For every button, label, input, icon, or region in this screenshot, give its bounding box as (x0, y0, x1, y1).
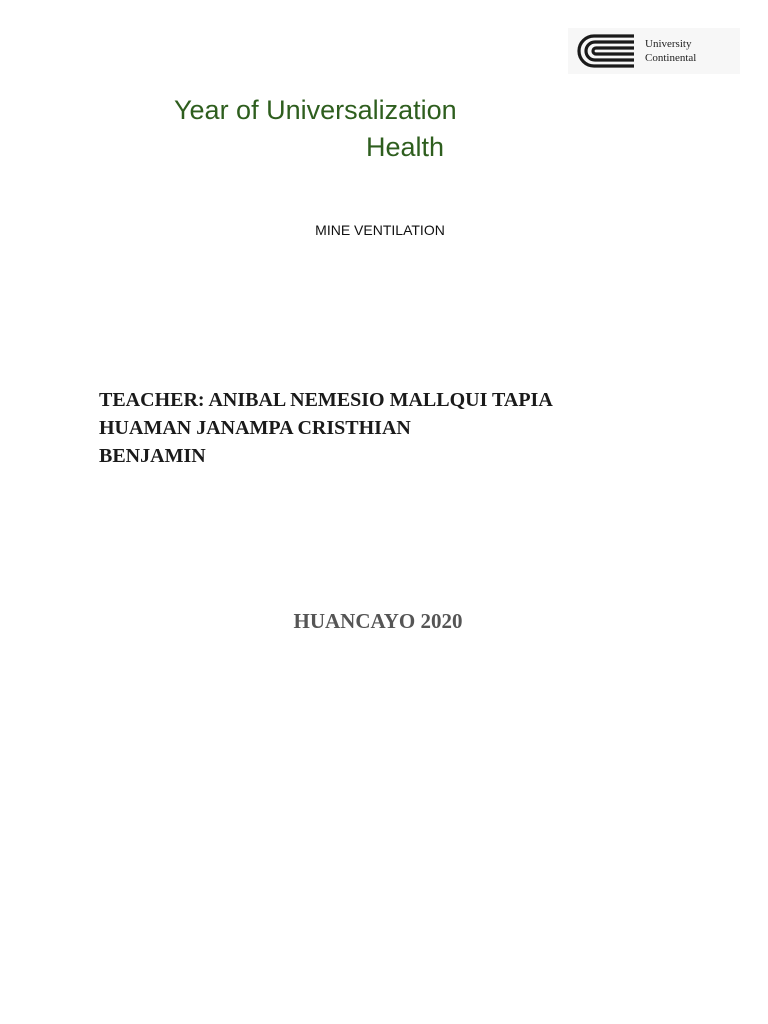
place-year: HUANCAYO 2020 (293, 609, 463, 633)
university-logo (568, 28, 740, 74)
student-line-2: BENJAMIN (99, 445, 206, 467)
student-line-1: HUAMAN JANAMPA CRISTHIAN (99, 417, 411, 439)
heading-line-1: Year of Universalization (174, 95, 457, 125)
logo-text (645, 37, 696, 65)
logo-line-university: University (645, 38, 692, 50)
logo-line-continental: Continental (645, 52, 697, 64)
subject-title: MINE VENTILATION (315, 222, 445, 238)
heading-line-2: Health (366, 132, 445, 162)
people-block (99, 386, 659, 470)
university-logo-icon (574, 32, 638, 70)
teacher-line: TEACHER: ANIBAL NEMESIO MALLQUI TAPIA (99, 389, 553, 411)
